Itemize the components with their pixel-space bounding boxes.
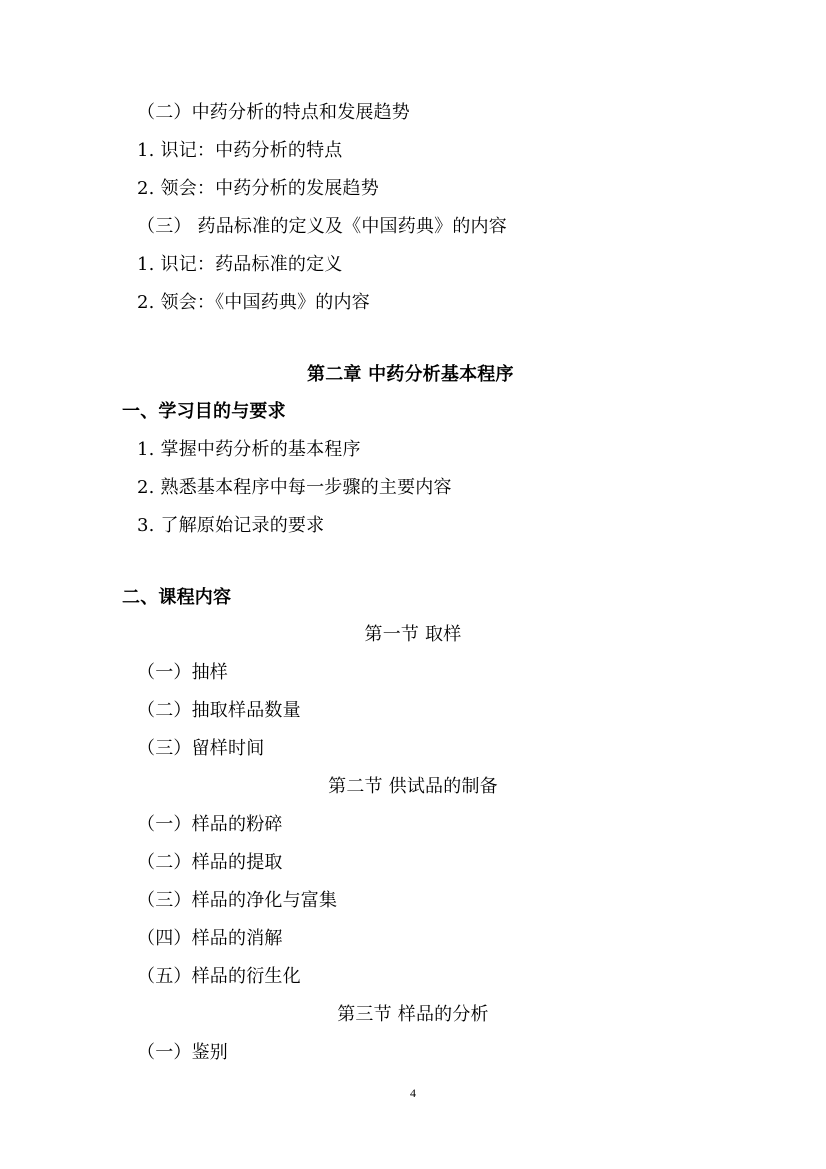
subsection-heading: （二）中药分析的特点和发展趋势: [137, 102, 410, 123]
list-item: （三）留样时间: [137, 738, 265, 759]
list-item: 1. 识记：中药分析的特点: [137, 140, 343, 161]
list-item: 1. 识记：药品标准的定义: [137, 254, 343, 275]
list-item: 2. 领会：《中国药典》的内容: [137, 292, 370, 313]
list-item: （三）样品的净化与富集: [137, 890, 338, 911]
list-item: （一）样品的粉碎: [137, 814, 283, 835]
section-title: 第二节 供试品的制备: [328, 776, 498, 797]
section-title: 第三节 样品的分析: [337, 1004, 489, 1025]
list-item: 1. 掌握中药分析的基本程序: [137, 439, 361, 460]
list-item: （二）样品的提取: [137, 852, 283, 873]
list-item: （一）抽样: [137, 662, 228, 683]
list-item: （一）鉴别: [137, 1042, 228, 1063]
list-item: 2. 领会：中药分析的发展趋势: [137, 178, 379, 199]
page-number: 4: [410, 1086, 416, 1100]
chapter-title: 第二章 中药分析基本程序: [307, 364, 514, 385]
section-title: 第一节 取样: [364, 624, 462, 645]
subsection-heading: （三） 药品标准的定义及《中国药典》的内容: [137, 216, 507, 237]
goals-heading: 一、学习目的与要求: [122, 401, 286, 422]
list-item: 2. 熟悉基本程序中每一步骤的主要内容: [137, 477, 452, 498]
list-item: 3. 了解原始记录的要求: [137, 515, 325, 536]
list-item: （五）样品的衍生化: [137, 966, 301, 987]
list-item: （二）抽取样品数量: [137, 700, 301, 721]
content-heading: 二、课程内容: [122, 587, 232, 608]
list-item: （四）样品的消解: [137, 928, 283, 949]
